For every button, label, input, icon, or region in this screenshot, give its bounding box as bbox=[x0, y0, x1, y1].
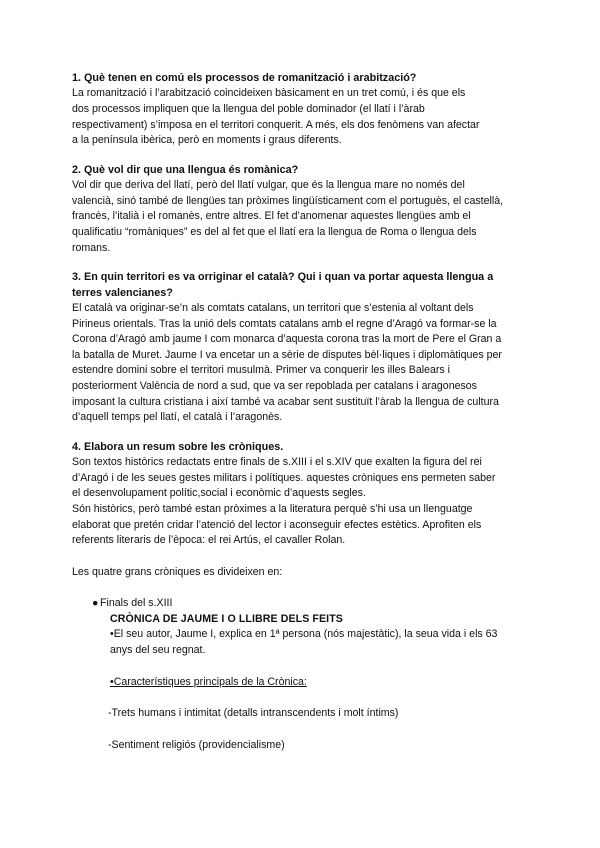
answer-4-line: el desenvolupament polític,social i econòmic d’aquests segles. bbox=[72, 487, 366, 500]
answer-3-line: Corona d’Aragó amb jaume I com monarca d’aquesta corona tras la mort de Pere el Gran a bbox=[72, 333, 502, 346]
answer-3-line: Pirineus orientals. Tras la unió dels comtats catalans amb el regne d’Aragó va formar-se la bbox=[72, 317, 497, 330]
chronicle-details bbox=[92, 612, 560, 754]
question-3-title-line: 3. En quin territori es va orriginar el català? Qui i quan va portar aquesta llengua a bbox=[72, 271, 494, 284]
answer-4-line: elaborat que pretén cridar l’atenció del lector i aconseguir efectes estètics. Aprofiten els bbox=[72, 518, 482, 531]
question-3-title bbox=[72, 270, 560, 301]
answer-3-line: El català va originar-se’n als comtats catalans, un territori que s’estenia al voltant dels bbox=[72, 301, 474, 314]
answer-3-line: la batalla de Muret. Jaume I va encetar un a sèrie de disputes bèl·liques i diplomàtiques per bbox=[72, 348, 502, 361]
answer-4-line: Són històrics, però també estan pròximes a la literatura perquè s’hi usa un llenguatge bbox=[72, 502, 473, 515]
answer-3-line: imposant la cultura cristiana i així també va acabar sent sustituït l’àrab la llengua de cultura bbox=[72, 395, 499, 408]
answer-4 bbox=[72, 455, 560, 549]
answer-2-line: qualificatiu “romàniques” es del al fet que el llatí era la llengua de Roma o llengua dels bbox=[72, 225, 477, 238]
answer-1-line: a la península ibèrica, però en moments i graus diferents. bbox=[72, 134, 342, 147]
answer-1-line: respectivament) s’imposa en el territori conquerit. A més, els dos fenòmens van afectar bbox=[72, 118, 480, 131]
answer-2-line: valencià, sinó també de llengües tan pròximes lingüísticament com el portuguès, el castellà, bbox=[72, 194, 504, 207]
answer-2 bbox=[72, 178, 560, 256]
answer-4-line: d’Aragó i de les seues gestes militars i polítiques. aquestes cròniques ens permeten saber bbox=[72, 471, 496, 484]
question-3-title-line: terres valencianes? bbox=[72, 286, 173, 299]
answer-3-line: posteriorment València de nord a sud, que va ser repoblada per catalans i aragonesos bbox=[72, 379, 477, 392]
chronicles-intro: Les quatre grans cròniques es divideixen en: bbox=[72, 565, 283, 578]
section-2 bbox=[72, 163, 560, 256]
question-1-title: 1. Què tenen en comú els processos de romanització i arabització? bbox=[72, 72, 417, 84]
question-2-title: 2. Què vol dir que una llengua és romànica? bbox=[72, 163, 299, 176]
answer-1-line: dos processos impliquen que la llengua del poble dominador (el llatí i l’àrab bbox=[72, 103, 425, 115]
chronicles-list bbox=[72, 596, 560, 753]
list-item bbox=[92, 596, 560, 612]
answer-2-line: romans. bbox=[72, 241, 111, 254]
answer-4-line: Son textos històrics redactats entre finals de s.XIII i el s.XIV que exalten la figura del rei bbox=[72, 456, 482, 469]
answer-2-line: francès, l’italià i el romanès, entre altres. El fet d’anomenar aquestes llengües amb el bbox=[72, 210, 471, 223]
section-4 bbox=[72, 440, 560, 549]
bullet-icon: ● bbox=[92, 597, 99, 610]
characteristic-item: -Trets humans i intimitat (detalls intranscendents i molt íntims) bbox=[108, 707, 399, 720]
section-1 bbox=[72, 71, 560, 149]
chronicle-description-line: •El seu autor, Jaume I, explica en 1ª persona (nós majestàtic), la seua vida i els 63 bbox=[110, 628, 498, 641]
answer-2-line: Vol dir que deriva del llatí, però del llatí vulgar, que és la llengua mare no només del bbox=[72, 179, 465, 192]
characteristics-heading: •Característiques principals de la Crònica: bbox=[110, 675, 307, 688]
answer-1 bbox=[72, 86, 560, 148]
chronicle-title: CRÒNICA DE JAUME I O LLIBRE DELS FEITS bbox=[110, 612, 343, 625]
answer-1-line: La romanització i l’arabització coincideixen bàsicament en un tret comú, i és que els bbox=[72, 87, 466, 100]
answer-3 bbox=[72, 301, 560, 426]
question-4-title: 4. Elabora un resum sobre les cròniques. bbox=[72, 440, 284, 453]
period-label: Finals del s.XIII bbox=[100, 597, 173, 610]
answer-3-line: estendre domini sobre el territori musulmà. Primer va conquerir les illes Balears i bbox=[72, 364, 450, 377]
chronicle-description-line: anys del seu regnat. bbox=[110, 644, 206, 657]
answer-3-line: d’aquell temps pel llatí, el català i l’aragonès. bbox=[72, 411, 283, 424]
answer-4-line: referents literaris de l’època: el rei Artús, el cavaller Rolan. bbox=[72, 534, 346, 547]
characteristic-item: -Sentiment religiós (providencialisme) bbox=[108, 738, 285, 751]
section-3 bbox=[72, 270, 560, 426]
